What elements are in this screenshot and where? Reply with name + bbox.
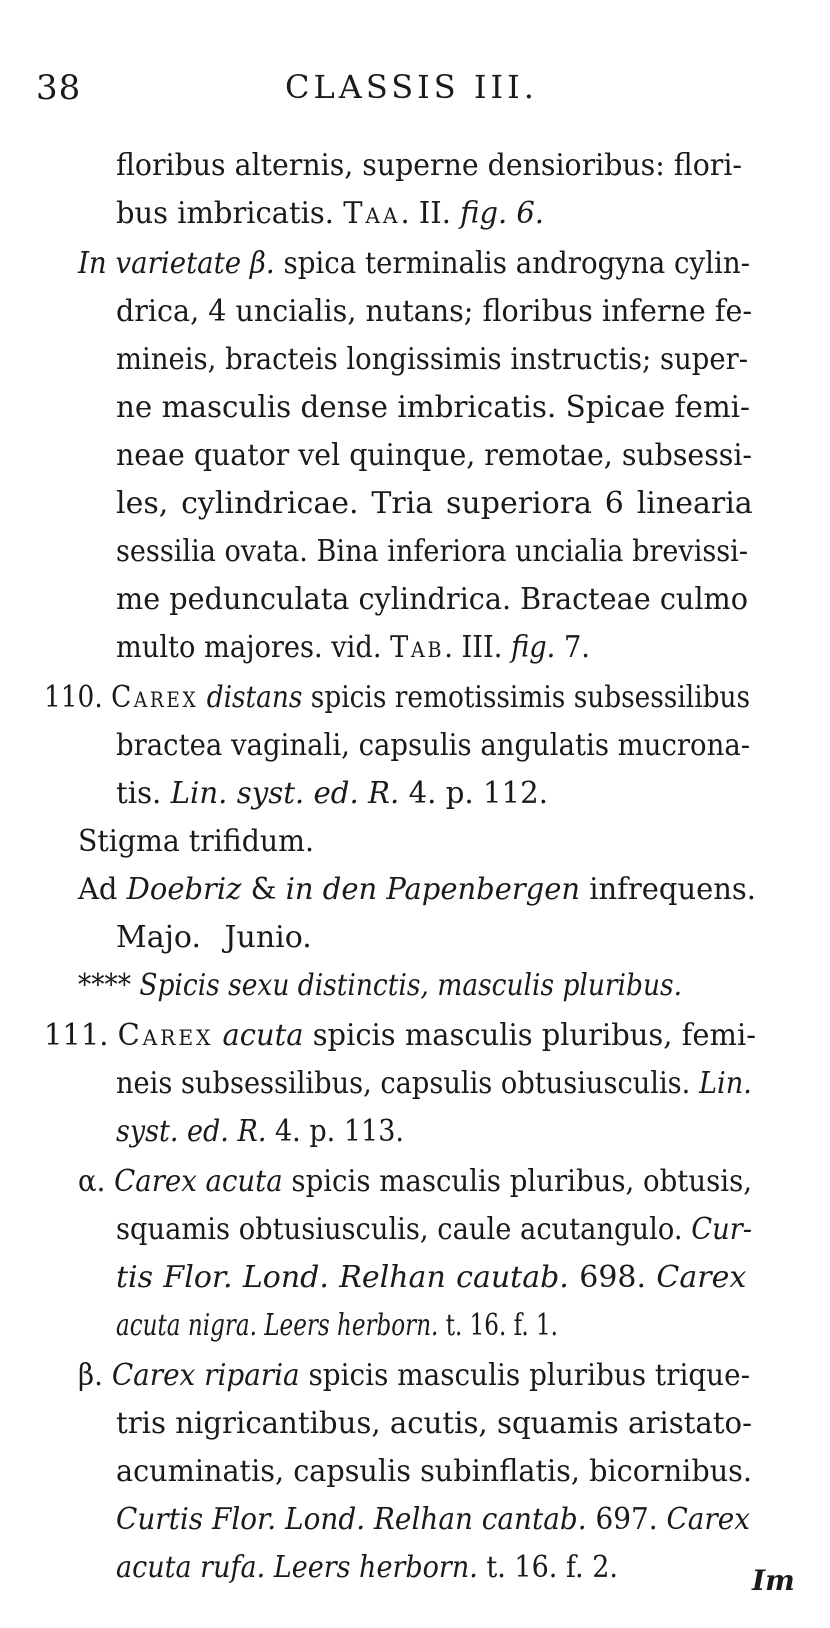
text-segment: & (241, 872, 286, 907)
text-line (0, 676, 830, 720)
text-line-content (116, 192, 544, 236)
text-line (0, 626, 830, 670)
text-segment: tis. (116, 776, 171, 811)
text-segment: mineis, bracteis longissimis instructis; super- (116, 342, 749, 377)
text-segment: acuta nigra. Leers herborn. (116, 1308, 439, 1343)
text-line (0, 1110, 830, 1154)
text-line-content (116, 290, 752, 334)
text-line-content (116, 578, 748, 622)
text-segment: Doebriz (126, 872, 242, 907)
text-segment: Spicis sexu distinctis, masculis pluribus. (139, 968, 683, 1003)
text-line (0, 820, 830, 864)
text-line-content (116, 916, 312, 960)
text-segment: les, cylindricae. Tria superiora 6 linearia (116, 486, 753, 521)
text-segment: squamis obtusiusculis, caule acutangulo. (116, 1212, 692, 1247)
text-segment: neis subsessilibus, capsulis obtusiusculis. (116, 1066, 699, 1101)
text-segment: Cur- (691, 1212, 752, 1247)
text-line (0, 1402, 830, 1446)
text-segment: Curtis Flor. Lond. Relhan cantab. (116, 1502, 587, 1537)
text-segment: tris nigricantibus, acutis, squamis aristato- (116, 1406, 752, 1441)
catchword: Im (752, 1564, 795, 1597)
text-line-content (116, 482, 753, 526)
text-line (0, 290, 830, 334)
text-segment: tis Flor. Lond. Relhan cautab. (116, 1260, 569, 1295)
text-line-content (78, 242, 750, 286)
text-line (0, 338, 830, 382)
text-segment: 7. (555, 630, 590, 665)
text-line-content (78, 964, 682, 1008)
text-line-content (78, 1354, 750, 1398)
text-segment: syst. ed. R. (116, 1114, 267, 1149)
text-line-content (116, 772, 548, 816)
text-line-content (78, 1160, 752, 1204)
text-line-content (78, 868, 756, 912)
text-line (0, 724, 830, 768)
text-segment: sessilia ovata. Bina inferiora uncialia brevissi- (116, 534, 748, 569)
text-line-content (116, 1498, 750, 1542)
text-segment: . III. (444, 630, 512, 665)
text-segment: 4. p. 113. (266, 1114, 404, 1149)
text-segment: Ad (78, 872, 127, 907)
text-line (0, 1062, 830, 1106)
text-segment: Tab (390, 630, 445, 665)
text-segment: floribus alternis, superne densioribus: flori- (116, 148, 743, 183)
text-segment: me pedunculata cylindrica. Bracteae culmo (116, 582, 748, 617)
text-segment: Carex acuta (114, 1164, 283, 1199)
text-segment: t. 16. f. 1. (438, 1308, 558, 1343)
text-segment: Carex riparia (111, 1358, 300, 1393)
text-segment: Carex (111, 680, 199, 715)
text-line (0, 386, 830, 430)
text-segment: ne masculis dense imbricatis. Spicae femi- (116, 390, 750, 425)
text-line-content (116, 1062, 752, 1106)
text-segment: Majo. Junio. (116, 920, 312, 955)
text-line (0, 192, 830, 236)
text-line (0, 1546, 830, 1590)
text-line (0, 578, 830, 622)
text-line-content (116, 530, 748, 574)
text-segment (213, 1018, 222, 1053)
text-line (0, 482, 830, 526)
running-title: CLASSIS III. (285, 68, 538, 106)
text-line-content (116, 1402, 752, 1446)
text-segment: spicis masculis pluribus, femi- (303, 1018, 756, 1053)
text-segment: bractea vaginali, capsulis angulatis mucrona- (116, 728, 751, 763)
text-line-content (116, 1110, 404, 1154)
text-line (0, 1256, 830, 1300)
text-segment: acuta rufa. Leers herborn. (116, 1550, 478, 1585)
text-segment: Lin. (698, 1066, 752, 1101)
text-line (0, 1014, 830, 1058)
text-line (0, 144, 830, 188)
text-line (0, 868, 830, 912)
text-segment: α. (78, 1164, 115, 1199)
text-line (0, 1498, 830, 1542)
text-line-content (116, 1450, 752, 1494)
text-segment: acuta (222, 1018, 304, 1053)
text-line-content (116, 626, 590, 670)
text-line (0, 434, 830, 478)
text-line-content (44, 676, 750, 720)
text-segment: drica, 4 uncialis, nutans; floribus inferne fe- (116, 294, 753, 329)
text-line-content (44, 1014, 756, 1058)
text-segment: spica terminalis androgyna cylin- (274, 246, 750, 281)
text-line (0, 242, 830, 286)
text-segment: spicis remotissimis subsessilibus (302, 680, 751, 715)
text-segment: bus imbricatis. (116, 196, 344, 231)
text-line (0, 1304, 830, 1348)
text-segment: 4. p. 112. (399, 776, 548, 811)
text-segment: t. 16. f. 2. (477, 1550, 618, 1585)
text-segment: spicis masculis pluribus trique- (299, 1358, 751, 1393)
text-line-content (78, 820, 314, 864)
text-segment: fig. 6. (460, 196, 545, 231)
text-segment: Carex (666, 1502, 751, 1537)
text-segment: in den Papenbergen (285, 872, 581, 907)
text-segment: Carex (117, 1018, 214, 1053)
text-segment: Carex (656, 1260, 747, 1295)
text-segment: 111. (44, 1018, 118, 1053)
text-segment: Taa (343, 196, 401, 231)
text-line-content (116, 144, 742, 188)
text-segment (198, 680, 206, 715)
text-line (0, 916, 830, 960)
text-segment: spicis masculis pluribus, obtusis, (282, 1164, 753, 1199)
page-header (0, 68, 830, 118)
text-segment: distans (206, 680, 303, 715)
text-line (0, 530, 830, 574)
text-segment: 697. (586, 1502, 667, 1537)
text-line (0, 964, 830, 1008)
text-line-content (116, 1208, 752, 1252)
text-line-content (116, 434, 752, 478)
text-line (0, 1450, 830, 1494)
text-line-content (116, 1546, 618, 1590)
text-segment: multo majores. vid. (116, 630, 391, 665)
text-line (0, 772, 830, 816)
text-line (0, 1354, 830, 1398)
text-segment: **** (78, 968, 140, 1003)
text-segment: . II. (400, 196, 461, 231)
text-line-content (116, 724, 750, 768)
text-segment: In varietate β. (78, 246, 275, 281)
text-line-content (116, 338, 748, 382)
text-segment: 698. (568, 1260, 657, 1295)
text-line-content (116, 1304, 558, 1348)
text-line-content (116, 1256, 746, 1300)
text-segment: acuminatis, capsulis subinflatis, bicornibus. (116, 1454, 753, 1489)
page-number: 38 (36, 68, 82, 108)
text-segment: fig. (511, 630, 556, 665)
text-segment: β. (78, 1358, 112, 1393)
text-line (0, 1160, 830, 1204)
text-segment: Stigma trifidum. (78, 824, 315, 859)
text-segment: neae quator vel quinque, remotae, subsessi- (116, 438, 753, 473)
text-segment: 110. (44, 680, 112, 715)
text-segment: infrequens. (580, 872, 756, 907)
text-segment: Lin. syst. ed. R. (170, 776, 400, 811)
text-line-content (116, 386, 750, 430)
text-line (0, 1208, 830, 1252)
